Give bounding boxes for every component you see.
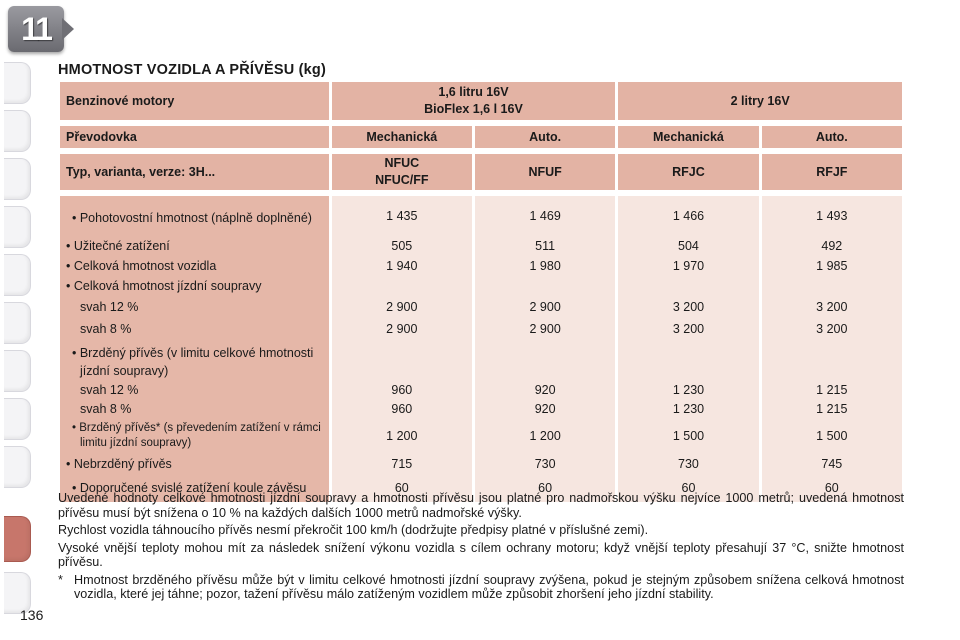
table-cell: 1 435	[332, 196, 472, 236]
chapter-tab[interactable]	[4, 446, 31, 488]
footnote-mark: *	[58, 572, 63, 587]
table-cell: 505	[332, 236, 472, 256]
row-label-text: • Doporučené svislé zatížení koule závěsu	[72, 481, 307, 495]
chapter-tab[interactable]	[4, 206, 31, 248]
engines-label: Benzinové motory	[60, 82, 329, 120]
table-cell: 730	[475, 454, 615, 474]
chapter-tab-strip	[0, 0, 40, 640]
gearbox-cell: Mechanická	[618, 126, 758, 148]
chapter-tab[interactable]	[4, 62, 31, 104]
engine-1-header	[332, 82, 616, 120]
table-cell: 920	[475, 399, 615, 418]
table-row	[60, 256, 902, 276]
note-paragraph: Uvedené hodnoty celkové hmotnosti jízdní soupravy a hmotnosti přívěsu jsou platné pro nadmořskou výšku nejvíce 1000 metrů; uvedená hmotnost přívěsu musí být snížena o 10 % na každých dalších 1000 metrů nadmořské výšky.	[58, 491, 904, 520]
row-label	[60, 318, 329, 340]
header-row-engines	[60, 82, 902, 120]
table-cell: 715	[332, 454, 472, 474]
row-label-text: • Pohotovostní hmotnost (náplně doplněné)	[72, 211, 312, 225]
table-cell: 1 500	[618, 418, 758, 454]
table-cell: 1 200	[332, 418, 472, 454]
table-row	[60, 296, 902, 318]
row-label-text: svah 12 %	[80, 382, 139, 397]
table-row	[60, 196, 902, 236]
table-cell: 730	[618, 454, 758, 474]
row-label-text: • Brzděný přívěs* (s převedením zatížení v rámci limitu jízdní soupravy)	[72, 422, 321, 449]
table-cell	[332, 340, 472, 380]
table-cell: 60	[762, 474, 902, 502]
table-cell: 1 493	[762, 196, 902, 236]
table-cell	[332, 276, 472, 296]
row-label	[60, 296, 329, 318]
chapter-tab[interactable]	[4, 302, 31, 344]
table-cell: 1 970	[618, 256, 758, 276]
type-1-line-1: NFUC	[384, 156, 420, 170]
header-row-gearbox	[60, 126, 902, 148]
row-label-text: svah 8 %	[80, 401, 132, 416]
gearbox-label: Převodovka	[60, 126, 329, 148]
type-cell: RFJC	[618, 154, 758, 190]
table-cell: 920	[475, 380, 615, 399]
note-paragraph: Vysoké vnější teploty mohou mít za následek snížení výkonu vozidla s cílem ochrany motoru; když vnější teploty přesahují 37 °C, snižte hmotnost přívěsu.	[58, 540, 904, 569]
page-title: HMOTNOST VOZIDLA A PŘÍVĚSU (kg)	[58, 62, 327, 78]
table-cell: 1 215	[762, 380, 902, 399]
row-label-text: svah 12 %	[80, 300, 139, 314]
table-cell: 3 200	[762, 296, 902, 318]
table-cell: 2 900	[332, 318, 472, 340]
row-label: • Užitečné zatížení	[60, 236, 329, 256]
footnote-text: Hmotnost brzděného přívěsu může být v limitu celkové hmotnosti jízdní soupravy zvýšena, pokud je stejným způsobem snížena celková hmotnost vozidla, které jej táhne; pozor, tažení přívěsu málo zatíženým vozidlem může způsobit zhoršení jeho jízdní stability.	[74, 572, 904, 601]
row-label	[60, 196, 329, 236]
row-label	[60, 399, 329, 418]
type-cell: RFJF	[762, 154, 902, 190]
table-cell: 3 200	[618, 318, 758, 340]
table-cell	[618, 340, 758, 380]
table-cell	[475, 276, 615, 296]
chapter-tab[interactable]	[4, 254, 31, 296]
type-cell	[332, 154, 472, 190]
page-number: 136	[20, 607, 44, 623]
gearbox-cell: Auto.	[475, 126, 615, 148]
engine-1-line-2: BioFlex 1,6 l 16V	[424, 102, 523, 116]
row-label: • Nebrzděný přívěs	[60, 454, 329, 474]
row-label	[60, 418, 329, 454]
table-row	[60, 276, 902, 296]
table-cell: 1 500	[762, 418, 902, 454]
table-cell: 960	[332, 380, 472, 399]
table-cell: 492	[762, 236, 902, 256]
table-cell: 511	[475, 236, 615, 256]
row-label-text: • Brzděný přívěs (v limitu celkové hmotnosti jízdní soupravy)	[72, 346, 314, 378]
table-cell: 1 466	[618, 196, 758, 236]
type-1-line-2: NFUC/FF	[375, 173, 429, 187]
chapter-tab[interactable]	[4, 350, 31, 392]
chapter-tab[interactable]	[4, 110, 31, 152]
table-cell: 2 900	[475, 296, 615, 318]
table-cell	[762, 276, 902, 296]
table-cell	[475, 340, 615, 380]
chapter-tab-active[interactable]	[4, 516, 31, 562]
notes-section	[58, 491, 904, 605]
table-row	[60, 318, 902, 340]
engine-1-line-1: 1,6 litru 16V	[438, 85, 509, 99]
table-cell: 2 900	[475, 318, 615, 340]
type-cell: NFUF	[475, 154, 615, 190]
gearbox-cell: Auto.	[762, 126, 902, 148]
footnote	[58, 573, 904, 605]
table-cell: 1 985	[762, 256, 902, 276]
weights-table	[57, 82, 905, 502]
table-row	[60, 399, 902, 418]
table-cell: 60	[332, 474, 472, 502]
table-cell: 3 200	[762, 318, 902, 340]
table-cell: 1 940	[332, 256, 472, 276]
table-cell: 3 200	[618, 296, 758, 318]
gearbox-cell: Mechanická	[332, 126, 472, 148]
table-row	[60, 418, 902, 454]
chapter-number-badge: 11	[8, 6, 64, 52]
table-cell: 2 900	[332, 296, 472, 318]
table-cell: 1 200	[475, 418, 615, 454]
row-label	[60, 380, 329, 399]
row-label: • Celková hmotnost jízdní soupravy	[60, 276, 329, 296]
table-row	[60, 380, 902, 399]
table-cell: 1 469	[475, 196, 615, 236]
table-row	[60, 236, 902, 256]
chapter-tab[interactable]	[4, 158, 31, 200]
table-cell: 960	[332, 399, 472, 418]
table-cell: 1 230	[618, 399, 758, 418]
table-cell: 1 230	[618, 380, 758, 399]
table-cell: 1 215	[762, 399, 902, 418]
row-label	[60, 340, 329, 380]
table-cell: 504	[618, 236, 758, 256]
header-row-type	[60, 154, 902, 190]
note-paragraph: Rychlost vozidla táhnoucího přívěs nesmí překročit 100 km/h (dodržujte předpisy platné v příslušné zemi).	[58, 523, 649, 537]
chapter-tab[interactable]	[4, 398, 31, 440]
type-label: Typ, varianta, verze: 3H...	[60, 154, 329, 190]
table-cell: 745	[762, 454, 902, 474]
table-cell	[762, 340, 902, 380]
table-cell: 60	[618, 474, 758, 502]
engine-2-header: 2 litry 16V	[618, 82, 902, 120]
table-cell: 60	[475, 474, 615, 502]
table-cell: 1 980	[475, 256, 615, 276]
row-label-text: svah 8 %	[80, 322, 132, 336]
row-label: • Celková hmotnost vozidla	[60, 256, 329, 276]
table-cell	[618, 276, 758, 296]
table-row	[60, 454, 902, 474]
table-row	[60, 340, 902, 380]
